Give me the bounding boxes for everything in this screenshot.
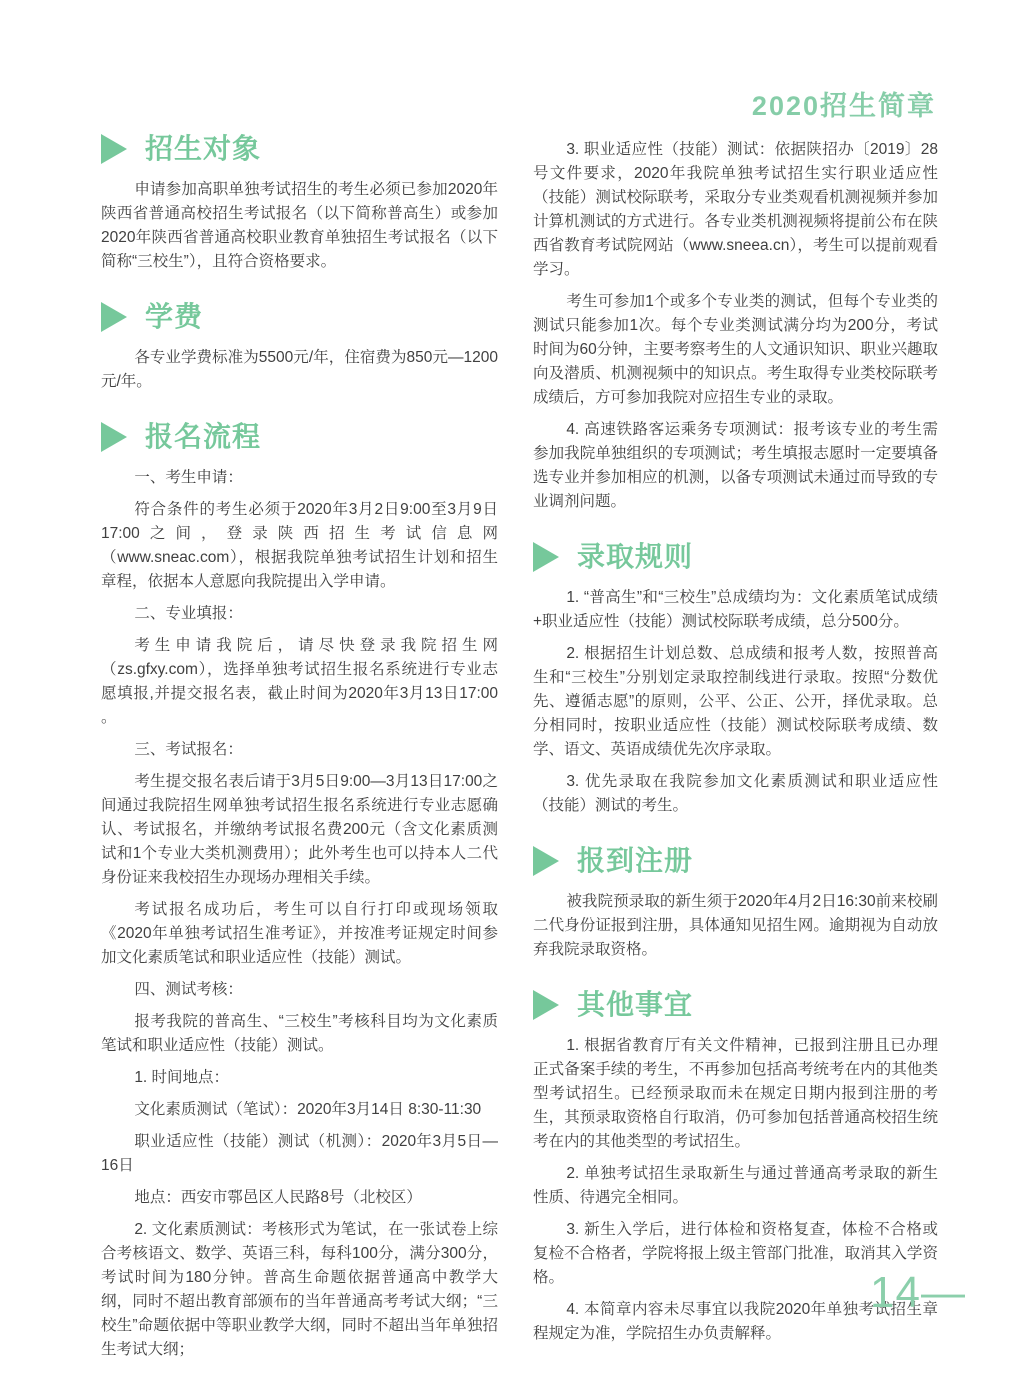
- section-heading-enroll-target: [101, 132, 498, 166]
- step-paragraph-4-6: 2. 文化素质测试：考核形式为笔试，在一张试卷上综合考核语文、数学、英语三科，每科100分，满分300分，考试时间为180分钟。普高生命题依据普通高中教学大纲，同时不超出教育部颁布的当年普通高考考试大纲；“三校生”命题依据中等职业教学大纲，同时不超出当年单独招生考试大纲；: [101, 1221, 498, 1358]
- step-paragraph-3-2: 考试报名成功后，考生可以自行打印或现场领取《2020年单独考试招生准考证》，并按准考证规定时间参加文化素质笔试和职业适应性（技能）测试。: [101, 901, 498, 966]
- page-number: 14—: [870, 1268, 966, 1317]
- step-paragraph-2-1: 考生申请我院后，请尽快登录我院招生网（zs.gfxy.com），选择单独考试招生报名系统进行专业志愿填报,并提交报名表，截止时间为2020年3月13日17:00 。: [101, 637, 498, 726]
- paragraph-enroll-target: 申请参加高职单独考试招生的考生必须已参加2020年陕西省普通高校招生考试报名（以下简称普高生）或参加2020年陕西省普通高校职业教育单独招生考试报名（以下简称“三校生”），且符合资格要求。: [101, 181, 498, 270]
- step-paragraph-4-8: 考生可参加1个或多个专业类的测试，但每个专业类的测试只能参加1次。每个专业类测试满分均为200分，考试时间为60分钟，主要考察考生的人文通识知识、职业兴趣取向及潜质、机测视频中的知识点。考生取得专业类校际联考成绩后，方可参加我院对应招生专业的录取。: [533, 293, 938, 406]
- triangle-bullet-icon: [101, 422, 127, 452]
- paragraph-other-matters-4: 4. 本简章内容未尽事宜以我院2020年单独考试招生章程规定为准，学院招生办负责解释。: [533, 1301, 938, 1342]
- section-title: 录取规则: [577, 541, 694, 572]
- step-paragraph-4-5: 地点：西安市鄠邑区人民路8号（北校区）: [134, 1189, 422, 1206]
- section-title: 学费: [145, 301, 204, 332]
- step-paragraph-4-9: 4. 高速铁路客运乘务专项测试：报考该专业的考生需参加我院单独组织的专项测试；考生填报志愿时一定要填备选专业并参加相应的机测，以备专项测试未通过而导致的专业调剂问题。: [533, 421, 938, 510]
- triangle-bullet-icon: [533, 990, 559, 1020]
- section-heading-other-matters: [533, 988, 938, 1022]
- step-heading-2: 二、专业填报：: [134, 605, 243, 622]
- paragraph-tuition: 各专业学费标准为5500元/年，住宿费为850元—1200元/年。: [101, 349, 498, 390]
- step-heading-1: 一、考生申请：: [134, 469, 243, 486]
- paragraph-admission-rules-1: 1. “普高生”和“三校生”总成绩均为：文化素质笔试成绩+职业适应性（技能）测试校际联考成绩，总分500分。: [533, 589, 938, 630]
- section-title: 招生对象: [145, 133, 262, 164]
- step-paragraph-4-1: 报考我院的普高生、“三校生”考核科目均为文化素质笔试和职业适应性（技能）测试。: [101, 1013, 498, 1054]
- triangle-bullet-icon: [101, 134, 127, 164]
- section-title: 报到注册: [577, 845, 694, 876]
- section-heading-apply-process: [101, 420, 498, 454]
- paragraph-admission-rules-2: 2. 根据招生计划总数、总成绩和报考人数，按照普高生和“三校生”分别划定录取控制线进行录取。按照“分数优先、遵循志愿”的原则，公平、公正、公开，择优录取。总分相同时，按职业适应性（技能）测试校际联考成绩、数学、语文、英语成绩优先次序录取。: [533, 645, 938, 758]
- step-paragraph-3-1: 考生提交报名表后请于3月5日9:00—3月13日17:00之间通过我院招生网单独考试招生报名系统进行专业志愿确认、考试报名，并缴纳考试报名费200元（含文化素质测试和1个专业大类机测费用）；此外考生也可以持本人二代身份证来我校招生办现场办理相关手续。: [101, 773, 498, 886]
- step-paragraph-4-4: 职业适应性（技能）测试（机测）：2020年3月5日—16日: [101, 1133, 498, 1174]
- triangle-bullet-icon: [101, 302, 127, 332]
- triangle-bullet-icon: [533, 542, 559, 572]
- step-paragraph-4-2: 1. 时间地点：: [134, 1069, 230, 1086]
- paragraph-other-matters-3: 3. 新生入学后，进行体检和资格复查，体检不合格或复检不合格者，学院将报上级主管部门批准，取消其入学资格。: [533, 1221, 938, 1286]
- section-heading-check-in: [533, 844, 938, 878]
- section-title: 报名流程: [145, 421, 262, 452]
- section-heading-admission-rules: [533, 540, 938, 574]
- section-heading-tuition: [101, 300, 498, 334]
- triangle-bullet-icon: [533, 846, 559, 876]
- step-paragraph-4-7: 3. 职业适应性（技能）测试：依据陕招办〔2019〕28号文件要求，2020年我院单独考试招生实行职业适应性（技能）测试校际联考，采取分专业类观看机测视频并参加计算机测试的方式进行。各专业类机测视频将提前公布在陕西省教育考试院网站（www.sneea.cn），考生可以提前观看学习。: [533, 141, 938, 278]
- paragraph-admission-rules-3: 3. 优先录取在我院参加文化素质测试和职业适应性（技能）测试的考生。: [533, 773, 938, 814]
- paragraph-other-matters-2: 2. 单独考试招生录取新生与通过普通高考录取的新生性质、待遇完全相同。: [533, 1165, 938, 1206]
- step-heading-3: 三、考试报名：: [134, 741, 243, 758]
- step-heading-4: 四、测试考核：: [134, 981, 243, 998]
- left-column: [101, 128, 498, 1370]
- right-column: [533, 130, 938, 1354]
- brand-title: 2020招生简章: [751, 91, 936, 121]
- paragraph-other-matters-1: 1. 根据省教育厅有关文件精神，已报到注册且已办理正式备案手续的考生，不再参加包括高考统考在内的其他类型考试招生。已经预录取而未在规定日期内报到注册的考生，其预录取资格自行取消，仍可参加包括普通高校招生统考在内的其他类型的考试招生。: [533, 1037, 938, 1150]
- section-title: 其他事宜: [577, 989, 694, 1020]
- step-paragraph-1-1: 符合条件的考生必须于2020年3月2日9:00至3月9日17:00之间，登录陕西招生考试信息网（www.sneac.com），根据我院单独考试招生计划和招生章程，依据本人意愿向我院提出入学申请。: [101, 501, 498, 590]
- step-paragraph-4-3: 文化素质测试（笔试）：2020年3月14日 8:30-11:30: [134, 1101, 482, 1118]
- paragraph-check-in-1: 被我院预录取的新生须于2020年4月2日16:30前来校刷二代身份证报到注册，具体通知见招生网。逾期视为自动放弃我院录取资格。: [533, 893, 938, 958]
